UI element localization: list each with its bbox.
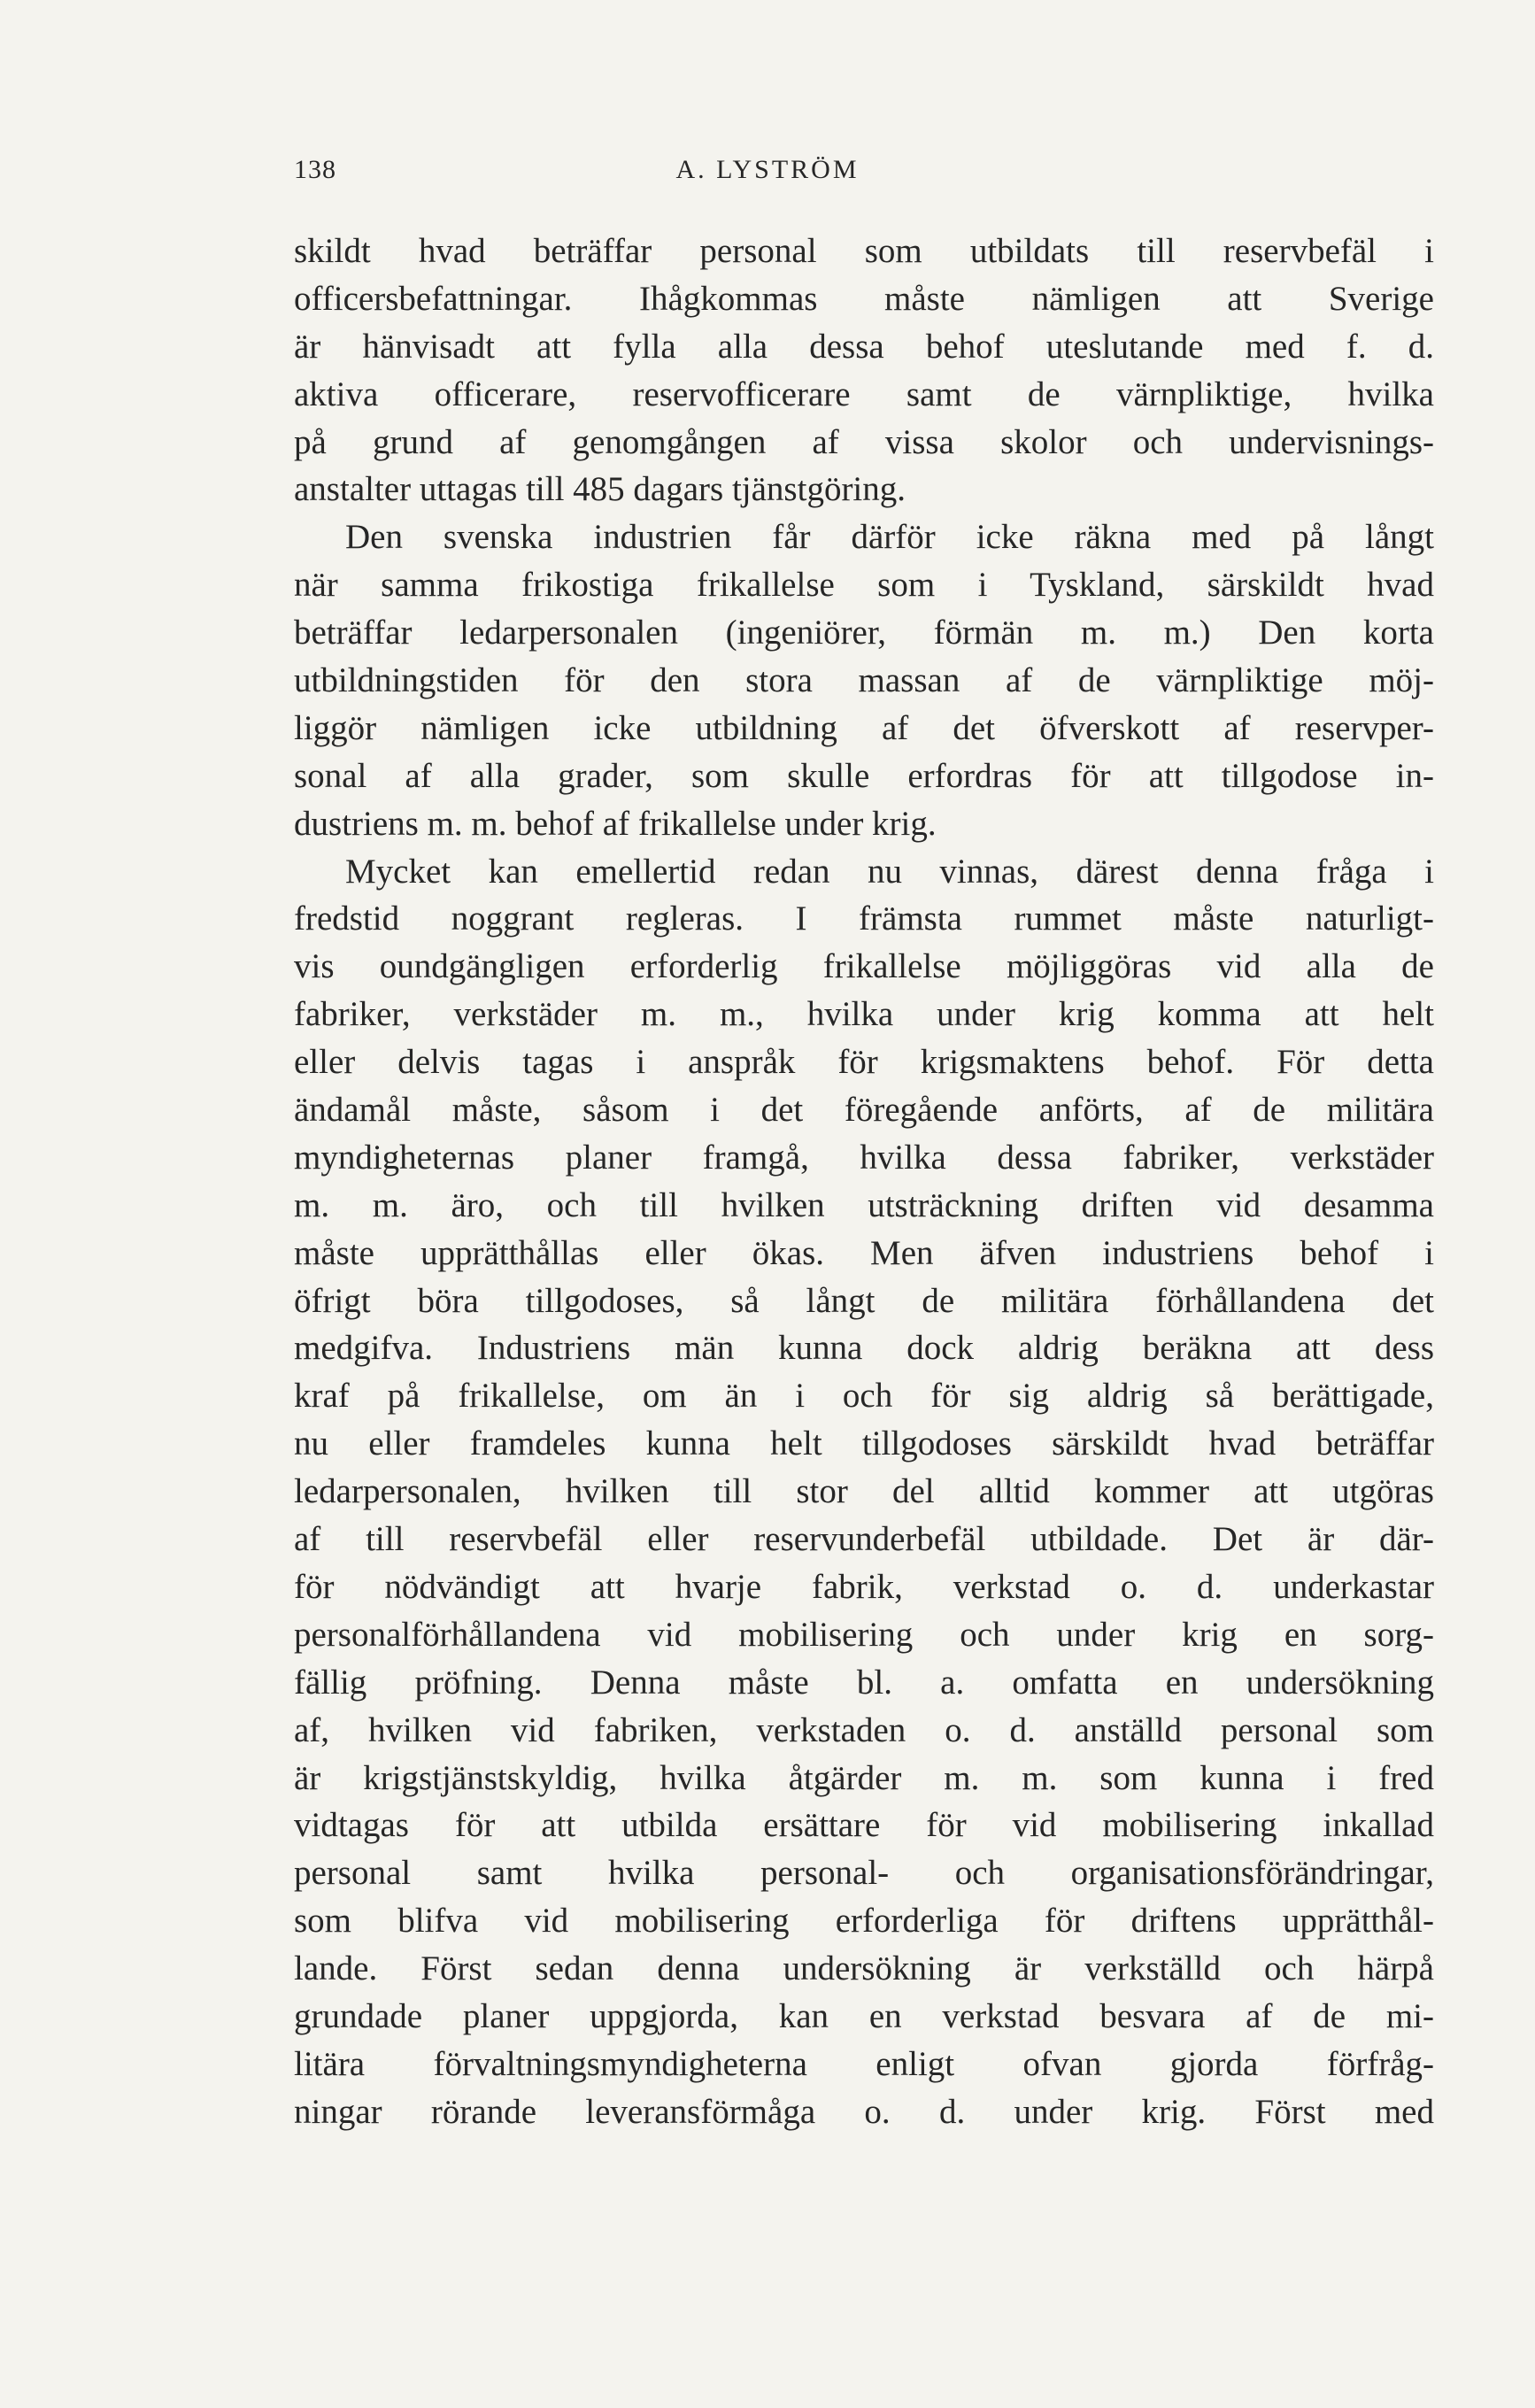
text-line: ändamål måste, såsom i det föregående anförts, af de militära bbox=[294, 1091, 1434, 1130]
text-line: är krigstjänstskyldig, hvilka åtgärder m. m. som kunna i fred bbox=[294, 1758, 1434, 1797]
text-line: vidtagas för att utbilda ersättare för vid mobilisering inkallad bbox=[294, 1806, 1434, 1845]
text-line: kraf på frikallelse, om än i och för sig aldrig så berättigade, bbox=[294, 1377, 1434, 1416]
text-line: fällig pröfning. Denna måste bl. a. omfatta en undersökning bbox=[294, 1663, 1434, 1702]
text-line: af till reservbefäl eller reservunderbefäl utbildade. Det är där- bbox=[294, 1520, 1434, 1559]
text-line: nu eller framdeles kunna helt tillgodoses särskildt hvad beträffar bbox=[294, 1424, 1434, 1463]
text-line: dustriens m. m. behof af frikallelse under krig. bbox=[294, 804, 937, 843]
text-line: grundade planer uppgjorda, kan en verkstad besvara af de mi- bbox=[294, 1996, 1434, 2035]
text-line: personal samt hvilka personal- och organisationsförändringar, bbox=[294, 1854, 1434, 1893]
text-line: eller delvis tagas i anspråk för krigsmaktens behof. För detta bbox=[294, 1043, 1434, 1082]
text-line: m. m. äro, och till hvilken utsträckning driften vid desamma bbox=[294, 1185, 1434, 1224]
text-line: sonal af alla grader, som skulle erfordras för att tillgodose in- bbox=[294, 756, 1434, 795]
running-head: A. LYSTRÖM bbox=[675, 155, 860, 184]
text-line: medgifva. Industriens män kunna dock aldrig beräkna att dess bbox=[294, 1329, 1434, 1368]
text-line: måste upprätthållas eller ökas. Men äfven industriens behof i bbox=[294, 1233, 1434, 1272]
text-line: personalförhållandena vid mobilisering och under krig en sorg- bbox=[294, 1615, 1434, 1654]
text-line: öfrigt böra tillgodoses, så långt de militära förhållandena det bbox=[294, 1281, 1434, 1320]
text-line: aktiva officerare, reservofficerare samt de värnpliktige, hvilka bbox=[294, 374, 1434, 413]
text-line: som blifva vid mobilisering erforderliga för driftens upprätthål- bbox=[294, 1902, 1434, 1941]
text-line: för nödvändigt att hvarje fabrik, verkstad o. d. underkastar bbox=[294, 1567, 1434, 1606]
text-line: beträffar ledarpersonalen (ingeniörer, förmän m. m.) Den korta bbox=[294, 614, 1434, 652]
text-line: ningar rörande leveransförmåga o. d. under krig. Först med bbox=[294, 2092, 1434, 2131]
text-line: utbildningstiden för den stora massan af de värnpliktige möj- bbox=[294, 661, 1434, 700]
text-line: fabriker, verkstäder m. m., hvilka under krig komma att helt bbox=[294, 995, 1434, 1034]
text-line: fredstid noggrant regleras. I främsta rummet måste naturligt- bbox=[294, 899, 1434, 938]
text-line: ledarpersonalen, hvilken till stor del alltid kommer att utgöras bbox=[294, 1472, 1434, 1511]
text-line: skildt hvad beträffar personal som utbildats till reservbefäl i bbox=[294, 232, 1434, 270]
text-line: Den svenska industrien får därför icke räkna med på långt bbox=[345, 518, 1434, 557]
body-text bbox=[294, 228, 1434, 2136]
text-line: Mycket kan emellertid redan nu vinnas, därest denna fråga i bbox=[345, 852, 1434, 891]
text-line: vis oundgängligen erforderlig frikallelse möjliggöras vid alla de bbox=[294, 947, 1434, 986]
text-line: på grund af genomgången af vissa skolor och undervisnings- bbox=[294, 422, 1434, 461]
text-line: är hänvisadt att fylla alla dessa behof uteslutande med f. d. bbox=[294, 327, 1434, 366]
text-line: officersbefattningar. Ihågkommas måste nämligen att Sverige bbox=[294, 279, 1434, 318]
text-line: lande. Först sedan denna undersökning är verkställd och härpå bbox=[294, 1949, 1434, 1988]
text-line: anstalter uttagas till 485 dagars tjänstgöring. bbox=[294, 470, 906, 509]
text-line: litära förvaltningsmyndigheterna enligt ofvan gjorda förfråg- bbox=[294, 2044, 1434, 2083]
text-line: myndigheternas planer framgå, hvilka dessa fabriker, verkstäder bbox=[294, 1138, 1434, 1177]
text-line: af, hvilken vid fabriken, verkstaden o. d. anställd personal som bbox=[294, 1710, 1434, 1749]
page-number: 138 bbox=[294, 155, 336, 184]
text-line: när samma frikostiga frikallelse som i Tyskland, särskildt hvad bbox=[294, 566, 1434, 605]
text-line: liggör nämligen icke utbildning af det öfverskott af reservper- bbox=[294, 708, 1434, 747]
